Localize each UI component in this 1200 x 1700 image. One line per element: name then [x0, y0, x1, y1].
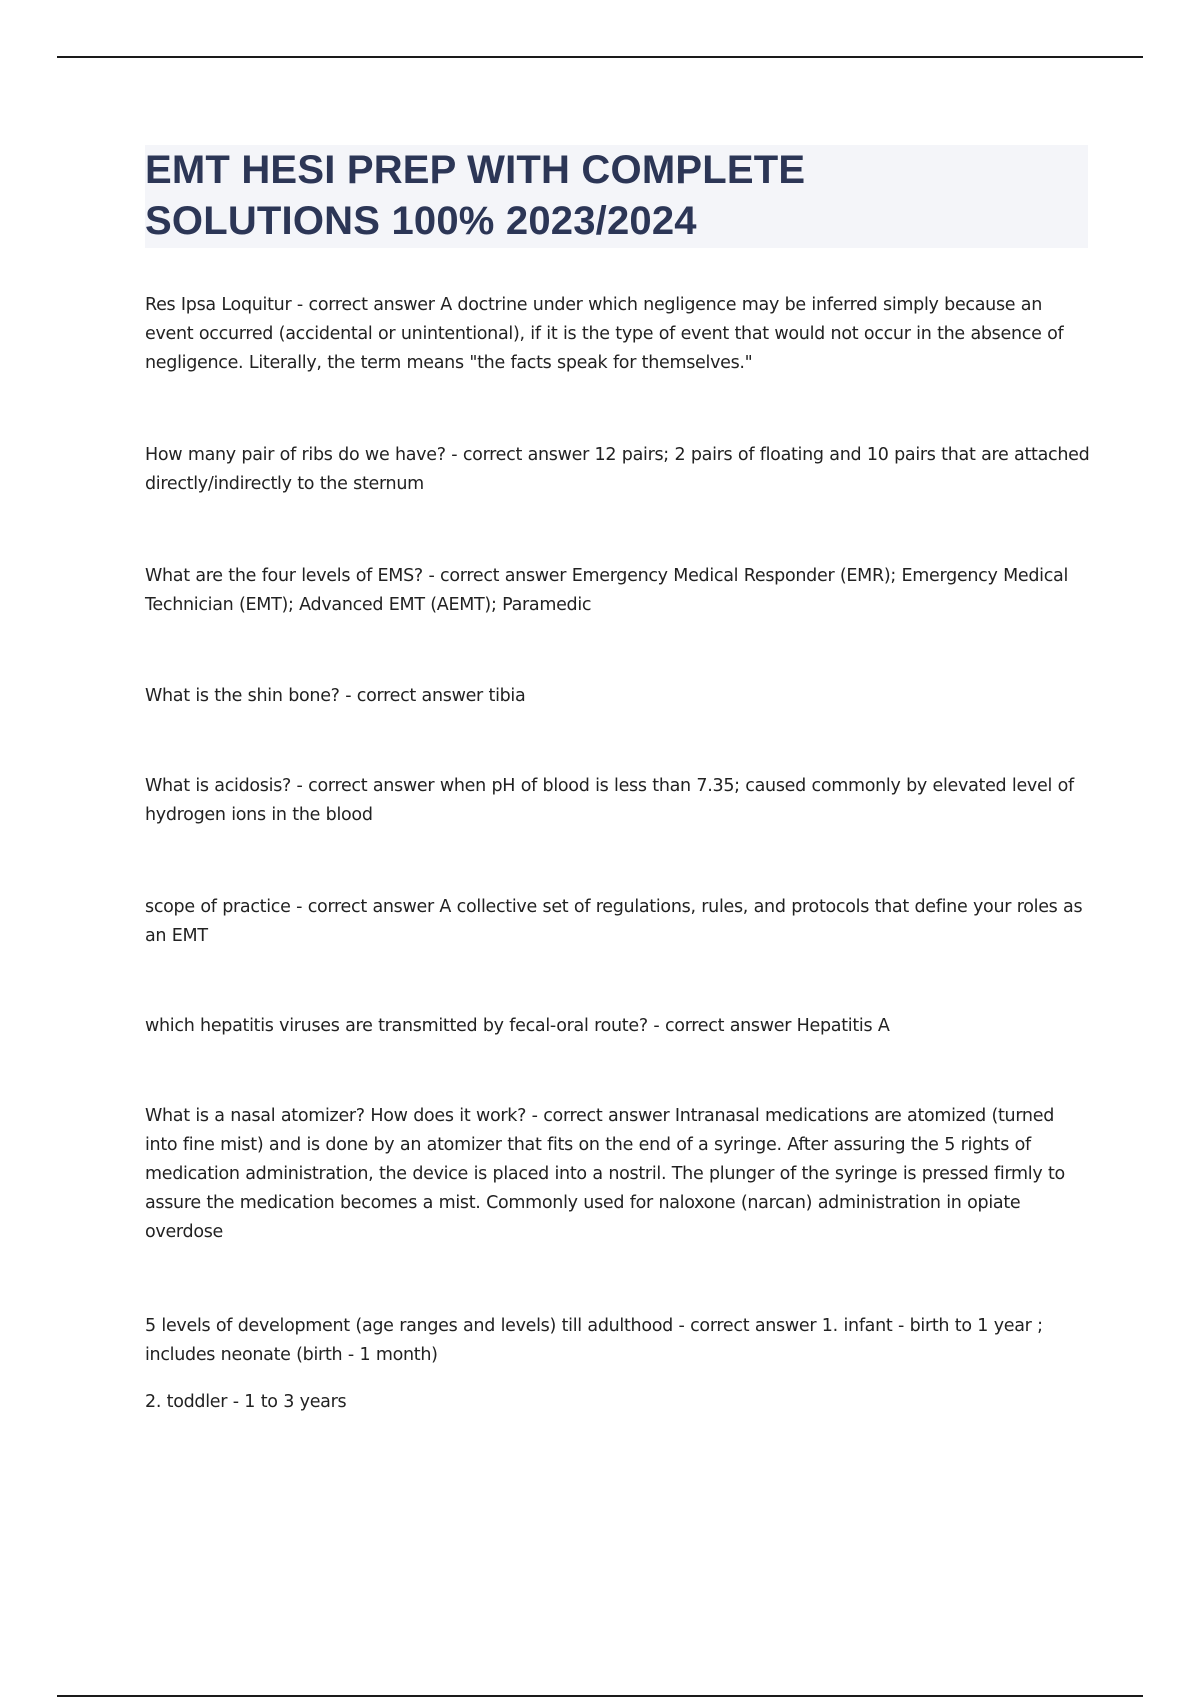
qa-entry-toddler: 2. toddler - 1 to 3 years [145, 1392, 347, 1412]
qa-entry-hepatitis: which hepatitis viruses are transmitted by fecal-oral route? - correct answer Hepatitis A [145, 1016, 890, 1036]
qa-entry-ems-levels: What are the four levels of EMS? - correct answer Emergency Medical Responder (EMR); Emergency Medical Technician (EMT); Advanced EMT (AEMT); Paramedic [145, 566, 1069, 615]
qa-entry-scope-of-practice: scope of practice - correct answer A collective set of regulations, rules, and protocols that define your roles as an EMT [145, 897, 1083, 946]
top-divider [57, 56, 1143, 58]
title-banner [145, 145, 1088, 248]
qa-entry-nasal-atomizer: What is a nasal atomizer? How does it work? - correct answer Intranasal medications are atomized (turned into fine mist) and is done by an atomizer that fits on the end of a syringe. After assuring the 5 rights of medication administration, the device is placed into a nostril. The plunger of the syringe is pressed firmly to assure the medication becomes a mist. Commonly used for naloxone (narcan) administration in opiate overdose [145, 1106, 1065, 1242]
qa-entry-development-levels: 5 levels of development (age ranges and levels) till adulthood - correct answer 1. infant - birth to 1 year ; includes neonate (birth - 1 month) [145, 1316, 1043, 1365]
title-line-2: SOLUTIONS 100% 2023/2024 [145, 199, 697, 243]
page-title [145, 145, 1088, 247]
bottom-divider [57, 1695, 1143, 1697]
title-line-1: EMT HESI PREP WITH COMPLETE [145, 148, 806, 192]
qa-entry-ribs: How many pair of ribs do we have? - correct answer 12 pairs; 2 pairs of floating and 10 pairs that are attached directly/indirectly to the sternum [145, 445, 1090, 494]
qa-entry-acidosis: What is acidosis? - correct answer when pH of blood is less than 7.35; caused commonly by elevated level of hydrogen ions in the blood [145, 776, 1074, 825]
qa-entry-res-ipsa-loquitur: Res Ipsa Loquitur - correct answer A doctrine under which negligence may be inferred simply because an event occurred (accidental or unintentional), if it is the type of event that would not occur in the absence of negligence. Literally, the term means "the facts speak for themselves." [145, 295, 1064, 373]
qa-entry-shin-bone: What is the shin bone? - correct answer tibia [145, 686, 526, 706]
